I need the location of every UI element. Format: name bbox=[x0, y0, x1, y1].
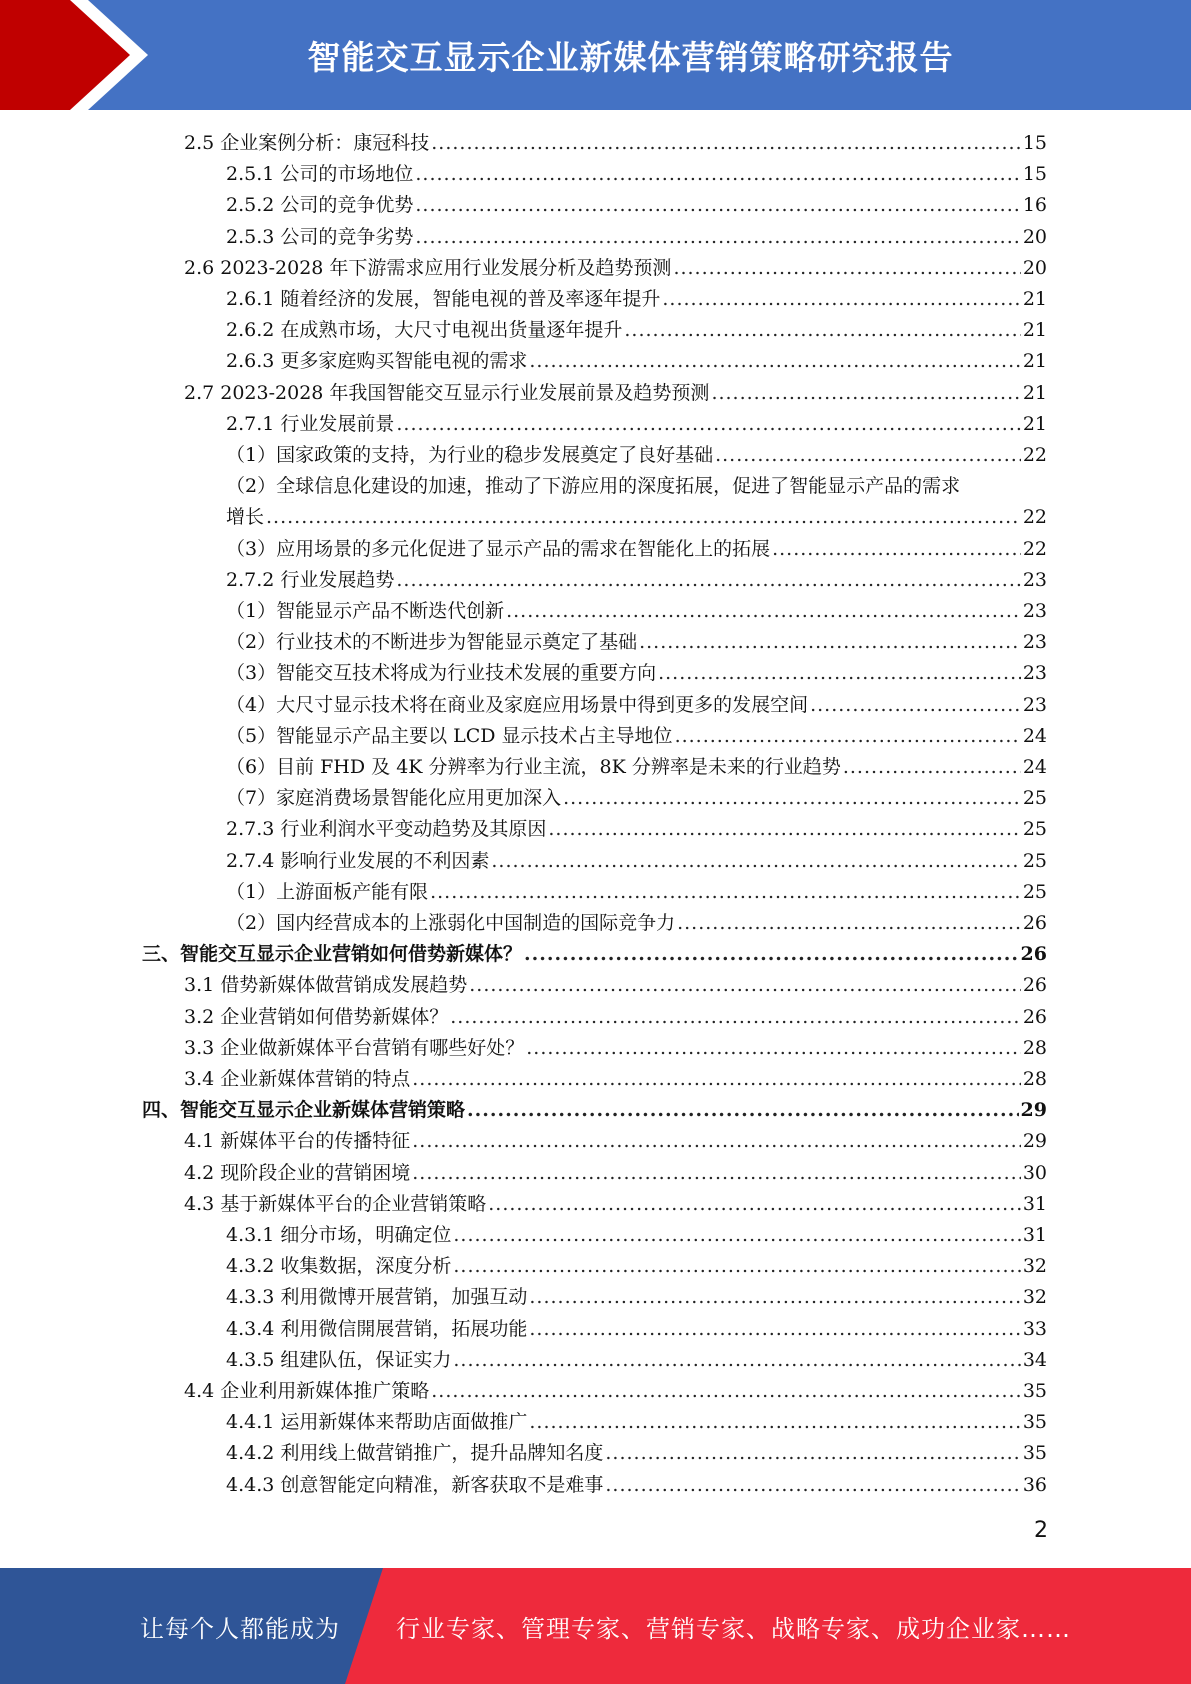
toc-entry[interactable] bbox=[226, 908, 1047, 939]
toc-dot-leader bbox=[412, 1126, 1021, 1157]
toc-dot-leader bbox=[453, 1251, 1020, 1282]
toc-page-number: 25 bbox=[1022, 849, 1047, 872]
toc-page-number: 30 bbox=[1022, 1161, 1047, 1184]
toc-entry[interactable] bbox=[226, 690, 1047, 721]
toc-entry-text: （1）智能显示产品不断迭代创新 bbox=[226, 600, 505, 622]
toc-dot-leader bbox=[772, 534, 1021, 565]
toc-entry[interactable] bbox=[226, 627, 1047, 658]
toc-page-number: 20 bbox=[1022, 256, 1047, 279]
toc-entry[interactable] bbox=[226, 502, 1047, 533]
toc-page-number: 21 bbox=[1022, 288, 1047, 310]
toc-entry[interactable] bbox=[226, 752, 1047, 783]
toc-page-number: 23 bbox=[1022, 568, 1047, 591]
toc-entry[interactable] bbox=[226, 783, 1047, 814]
toc-entry-text: 2.7.2 行业发展趋势 bbox=[226, 568, 395, 591]
page-header bbox=[0, 0, 1191, 110]
toc-page-number: 20 bbox=[1022, 225, 1047, 248]
toc-page-number: 36 bbox=[1022, 1473, 1047, 1496]
toc-dot-leader bbox=[412, 1064, 1021, 1095]
toc-entry-text: （4）大尺寸显示技术将在商业及家庭应用场景中得到更多的发展空间 bbox=[226, 693, 809, 716]
toc-entry[interactable] bbox=[184, 253, 1047, 284]
toc-dot-leader bbox=[529, 346, 1020, 377]
toc-page-number: 22 bbox=[1022, 506, 1047, 529]
toc-entry[interactable] bbox=[226, 1345, 1047, 1376]
footer-slogan: 让每个人都能成为 bbox=[140, 1614, 340, 1643]
toc-page-number: 25 bbox=[1022, 787, 1047, 810]
toc-entry-text: 4.3.5 组建队伍，保证实力 bbox=[226, 1348, 452, 1371]
toc-page-number: 31 bbox=[1022, 1224, 1047, 1246]
toc-entry[interactable] bbox=[226, 1251, 1047, 1282]
toc-entry-text: 三、智能交互显示企业营销如何借势新媒体？ bbox=[142, 943, 523, 966]
toc-entry[interactable] bbox=[226, 1282, 1047, 1313]
toc-dot-leader bbox=[467, 1095, 1019, 1126]
toc-entry[interactable] bbox=[226, 1314, 1047, 1345]
toc-dot-leader bbox=[524, 939, 1019, 970]
toc-page-number: 15 bbox=[1022, 132, 1047, 154]
toc-entry-text: （5）智能显示产品主要以 LCD 显示技术占主导地位 bbox=[226, 724, 673, 747]
toc-page-number: 24 bbox=[1022, 756, 1047, 778]
toc-page-number: 26 bbox=[1022, 974, 1047, 997]
toc-dot-leader bbox=[491, 846, 1020, 877]
footer-roles: 行业专家、管理专家、营销专家、战略专家、成功企业家…… bbox=[396, 1614, 1071, 1643]
toc-entry[interactable] bbox=[226, 596, 1047, 627]
toc-page-number: 23 bbox=[1022, 631, 1047, 654]
toc-entry-text: （6）目前 FHD 及 4K 分辨率为行业主流，8K 分辨率是未来的行业趋势 bbox=[226, 756, 841, 778]
toc-entry[interactable] bbox=[226, 1220, 1047, 1251]
toc-dot-leader bbox=[529, 1407, 1020, 1438]
toc-page-number: 21 bbox=[1022, 412, 1047, 435]
toc-page-number: 21 bbox=[1022, 350, 1047, 373]
toc-entry[interactable] bbox=[226, 534, 1047, 565]
toc-entry-text: 3.1 借势新媒体做营销成发展趋势 bbox=[184, 974, 468, 997]
toc-entry[interactable] bbox=[184, 1064, 1047, 1095]
toc-dot-leader bbox=[412, 1158, 1021, 1189]
toc-dot-leader bbox=[506, 596, 1021, 627]
toc-entry[interactable] bbox=[226, 721, 1047, 752]
toc-entry-text: 2.7.1 行业发展前景 bbox=[226, 412, 395, 435]
toc-entry[interactable] bbox=[226, 440, 1047, 471]
toc-page-number: 21 bbox=[1022, 319, 1047, 342]
toc-dot-leader bbox=[266, 502, 1021, 533]
toc-dot-leader bbox=[605, 1470, 1020, 1501]
toc-dot-leader bbox=[563, 783, 1021, 814]
toc-dot-leader bbox=[469, 970, 1021, 1001]
toc-entry[interactable] bbox=[226, 1407, 1047, 1438]
toc-dot-leader bbox=[658, 658, 1021, 689]
toc-page-number: 16 bbox=[1022, 194, 1047, 217]
toc-entry-text: 2.6.2 在成熟市场，大尺寸电视出货量逐年提升 bbox=[226, 319, 623, 342]
toc-entry-text: 4.4 企业利用新媒体推广策略 bbox=[184, 1380, 430, 1402]
toc-entry[interactable] bbox=[226, 409, 1047, 440]
toc-entry[interactable] bbox=[226, 658, 1047, 689]
toc-entry-text: 2.7.3 行业利润水平变动趋势及其原因 bbox=[226, 818, 547, 841]
toc-entry[interactable] bbox=[226, 846, 1047, 877]
toc-page-number: 26 bbox=[1020, 943, 1047, 966]
toc-page-number: 26 bbox=[1022, 1005, 1047, 1028]
toc-page-number: 22 bbox=[1022, 444, 1047, 466]
toc-entry-text: 4.4.2 利用线上做营销推广，提升品牌知名度 bbox=[226, 1442, 604, 1465]
toc-entry[interactable] bbox=[226, 1438, 1047, 1469]
toc-page-number: 32 bbox=[1022, 1286, 1047, 1309]
toc-page-number: 29 bbox=[1022, 1130, 1047, 1153]
toc-entry[interactable] bbox=[226, 315, 1047, 346]
toc-page-number: 25 bbox=[1022, 818, 1047, 841]
toc-entry-text: （2）国内经营成本的上涨弱化中国制造的国际竞争力 bbox=[226, 912, 676, 934]
toc-entry[interactable] bbox=[184, 1158, 1047, 1189]
toc-dot-leader bbox=[662, 284, 1020, 315]
toc-entry[interactable] bbox=[184, 1189, 1047, 1220]
toc-entry-text: 4.3.3 利用微博开展营销，加强互动 bbox=[226, 1286, 528, 1309]
toc-entry-text: 3.4 企业新媒体营销的特点 bbox=[184, 1068, 411, 1090]
toc-dot-leader bbox=[624, 315, 1020, 346]
toc-entry-text: 4.1 新媒体平台的传播特征 bbox=[184, 1130, 411, 1153]
toc-entry-text: 增长 bbox=[226, 506, 265, 529]
toc-entry[interactable] bbox=[226, 814, 1047, 845]
toc-entry-text: （3）应用场景的多元化促进了显示产品的需求在智能化上的拓展 bbox=[226, 537, 771, 560]
toc-page-number: 32 bbox=[1022, 1255, 1047, 1278]
toc-entry[interactable] bbox=[142, 1095, 1047, 1126]
toc-dot-leader bbox=[453, 1220, 1020, 1251]
toc-entry[interactable] bbox=[226, 190, 1047, 221]
toc-dot-leader bbox=[415, 222, 1020, 253]
toc-entry-text: 3.3 企业做新媒体平台营销有哪些好处？ bbox=[184, 1036, 525, 1059]
toc-dot-leader bbox=[711, 378, 1020, 409]
toc-entry-text: 4.4.1 运用新媒体来帮助店面做推广 bbox=[226, 1411, 528, 1434]
toc-dot-leader bbox=[415, 190, 1020, 221]
toc-entry[interactable] bbox=[226, 346, 1047, 377]
toc-dot-leader bbox=[715, 440, 1021, 471]
toc-dot-leader bbox=[430, 877, 1021, 908]
toc-page-number: 24 bbox=[1022, 724, 1047, 747]
toc-entry-text: 2.7.4 影响行业发展的不利因素 bbox=[226, 849, 490, 872]
toc-entry[interactable] bbox=[184, 1033, 1047, 1064]
toc-dot-leader bbox=[605, 1438, 1020, 1469]
toc-page-number: 15 bbox=[1022, 163, 1047, 186]
toc-page-number: 35 bbox=[1022, 1380, 1047, 1402]
toc-dot-leader bbox=[677, 908, 1021, 939]
toc-dot-leader bbox=[450, 1002, 1021, 1033]
toc-dot-leader bbox=[415, 159, 1020, 190]
toc-dot-leader bbox=[396, 565, 1020, 596]
toc-entry-text: 2.5.3 公司的竞争劣势 bbox=[226, 225, 414, 248]
toc-entry[interactable] bbox=[184, 1376, 1047, 1407]
toc-dot-leader bbox=[453, 1345, 1020, 1376]
toc-entry-text: 2.5.2 公司的竞争优势 bbox=[226, 194, 414, 217]
toc-entry-text: 2.6.1 随着经济的发展，智能电视的普及率逐年提升 bbox=[226, 288, 661, 310]
toc-page-number: 35 bbox=[1022, 1411, 1047, 1434]
toc-entry-text: 2.6 2023-2028 年下游需求应用行业发展分析及趋势预测 bbox=[184, 256, 672, 279]
toc-entry-text: 4.3.4 利用微信開展营销，拓展功能 bbox=[226, 1317, 528, 1340]
toc-entry[interactable] bbox=[226, 565, 1047, 596]
toc-entry[interactable] bbox=[226, 1470, 1047, 1501]
page-footer bbox=[0, 1568, 1191, 1684]
toc-entry-text: 3.2 企业营销如何借势新媒体？ bbox=[184, 1005, 449, 1028]
toc-page-number: 28 bbox=[1022, 1068, 1047, 1090]
toc-page-number: 21 bbox=[1022, 381, 1047, 404]
toc-page-number: 25 bbox=[1022, 880, 1047, 903]
toc-entry[interactable] bbox=[226, 284, 1047, 315]
toc-page-number: 23 bbox=[1022, 662, 1047, 685]
toc-entry[interactable] bbox=[226, 222, 1047, 253]
toc-entry[interactable] bbox=[184, 1002, 1047, 1033]
toc-entry[interactable] bbox=[184, 128, 1047, 159]
toc-entry-text: 4.4.3 创意智能定向精准，新客获取不是难事 bbox=[226, 1473, 604, 1496]
toc-dot-leader bbox=[526, 1033, 1021, 1064]
toc-entry[interactable] bbox=[226, 877, 1047, 908]
toc-dot-leader bbox=[675, 721, 1021, 752]
header-title: 智能交互显示企业新媒体营销策略研究报告 bbox=[307, 37, 954, 77]
toc-page-number: 23 bbox=[1022, 693, 1047, 716]
toc-entry-text: 4.3.2 收集数据，深度分析 bbox=[226, 1255, 452, 1278]
toc-entry[interactable] bbox=[184, 970, 1047, 1001]
toc-dot-leader bbox=[810, 690, 1021, 721]
toc-page-number: 22 bbox=[1022, 537, 1047, 560]
toc-dot-leader bbox=[843, 752, 1021, 783]
toc-entry-text: （2）行业技术的不断进步为智能显示奠定了基础 bbox=[226, 631, 638, 654]
toc-entry-text: （1）上游面板产能有限 bbox=[226, 880, 429, 903]
toc-entry-text: （7）家庭消费场景智能化应用更加深入 bbox=[226, 787, 562, 810]
toc-page-number: 23 bbox=[1022, 600, 1047, 622]
toc-page-number: 33 bbox=[1022, 1317, 1047, 1340]
toc-page-number: 28 bbox=[1022, 1036, 1047, 1059]
toc-entry-text: 2.5 企业案例分析：康冠科技 bbox=[184, 132, 430, 154]
toc-dot-leader bbox=[488, 1189, 1021, 1220]
toc-entry-text: （1）国家政策的支持，为行业的稳步发展奠定了良好基础 bbox=[226, 444, 714, 466]
toc-dot-leader bbox=[529, 1314, 1020, 1345]
toc-entry-text: （3）智能交互技术将成为行业技术发展的重要方向 bbox=[226, 662, 657, 685]
toc-page-number: 34 bbox=[1022, 1348, 1047, 1371]
toc-dot-leader bbox=[673, 253, 1020, 284]
toc-entry[interactable] bbox=[226, 159, 1047, 190]
toc-entry-text: 2.6.3 更多家庭购买智能电视的需求 bbox=[226, 350, 528, 373]
toc-dot-leader bbox=[639, 627, 1021, 658]
toc-entry-text: （2）全球信息化建设的加速，推动了下游应用的深度拓展，促进了智能显示产品的需求 bbox=[226, 475, 961, 498]
toc-entry-text: 4.3.1 细分市场，明确定位 bbox=[226, 1224, 452, 1246]
toc-dot-leader bbox=[431, 1376, 1021, 1407]
toc-entry-text: 4.3 基于新媒体平台的企业营销策略 bbox=[184, 1192, 487, 1215]
toc-page-number: 26 bbox=[1022, 912, 1047, 934]
toc-entry[interactable] bbox=[142, 939, 1047, 970]
toc-entry-text: 2.7 2023-2028 年我国智能交互显示行业发展前景及趋势预测 bbox=[184, 381, 710, 404]
toc-entry[interactable] bbox=[184, 378, 1047, 409]
toc-dot-leader bbox=[529, 1282, 1020, 1313]
toc-page-number: 29 bbox=[1020, 1099, 1047, 1122]
toc-page-number: 31 bbox=[1022, 1192, 1047, 1215]
toc-entry-text: 四、智能交互显示企业新媒体营销策略 bbox=[142, 1099, 466, 1122]
toc-entry[interactable] bbox=[184, 1126, 1047, 1157]
toc-dot-leader bbox=[548, 814, 1020, 845]
page-number: 2 bbox=[1034, 1518, 1048, 1543]
toc-entry-text: 2.5.1 公司的市场地位 bbox=[226, 163, 414, 186]
toc-entry-text: 4.2 现阶段企业的营销困境 bbox=[184, 1161, 411, 1184]
toc-dot-leader bbox=[396, 409, 1020, 440]
toc-dot-leader bbox=[431, 128, 1021, 159]
toc-page-number: 35 bbox=[1022, 1442, 1047, 1465]
